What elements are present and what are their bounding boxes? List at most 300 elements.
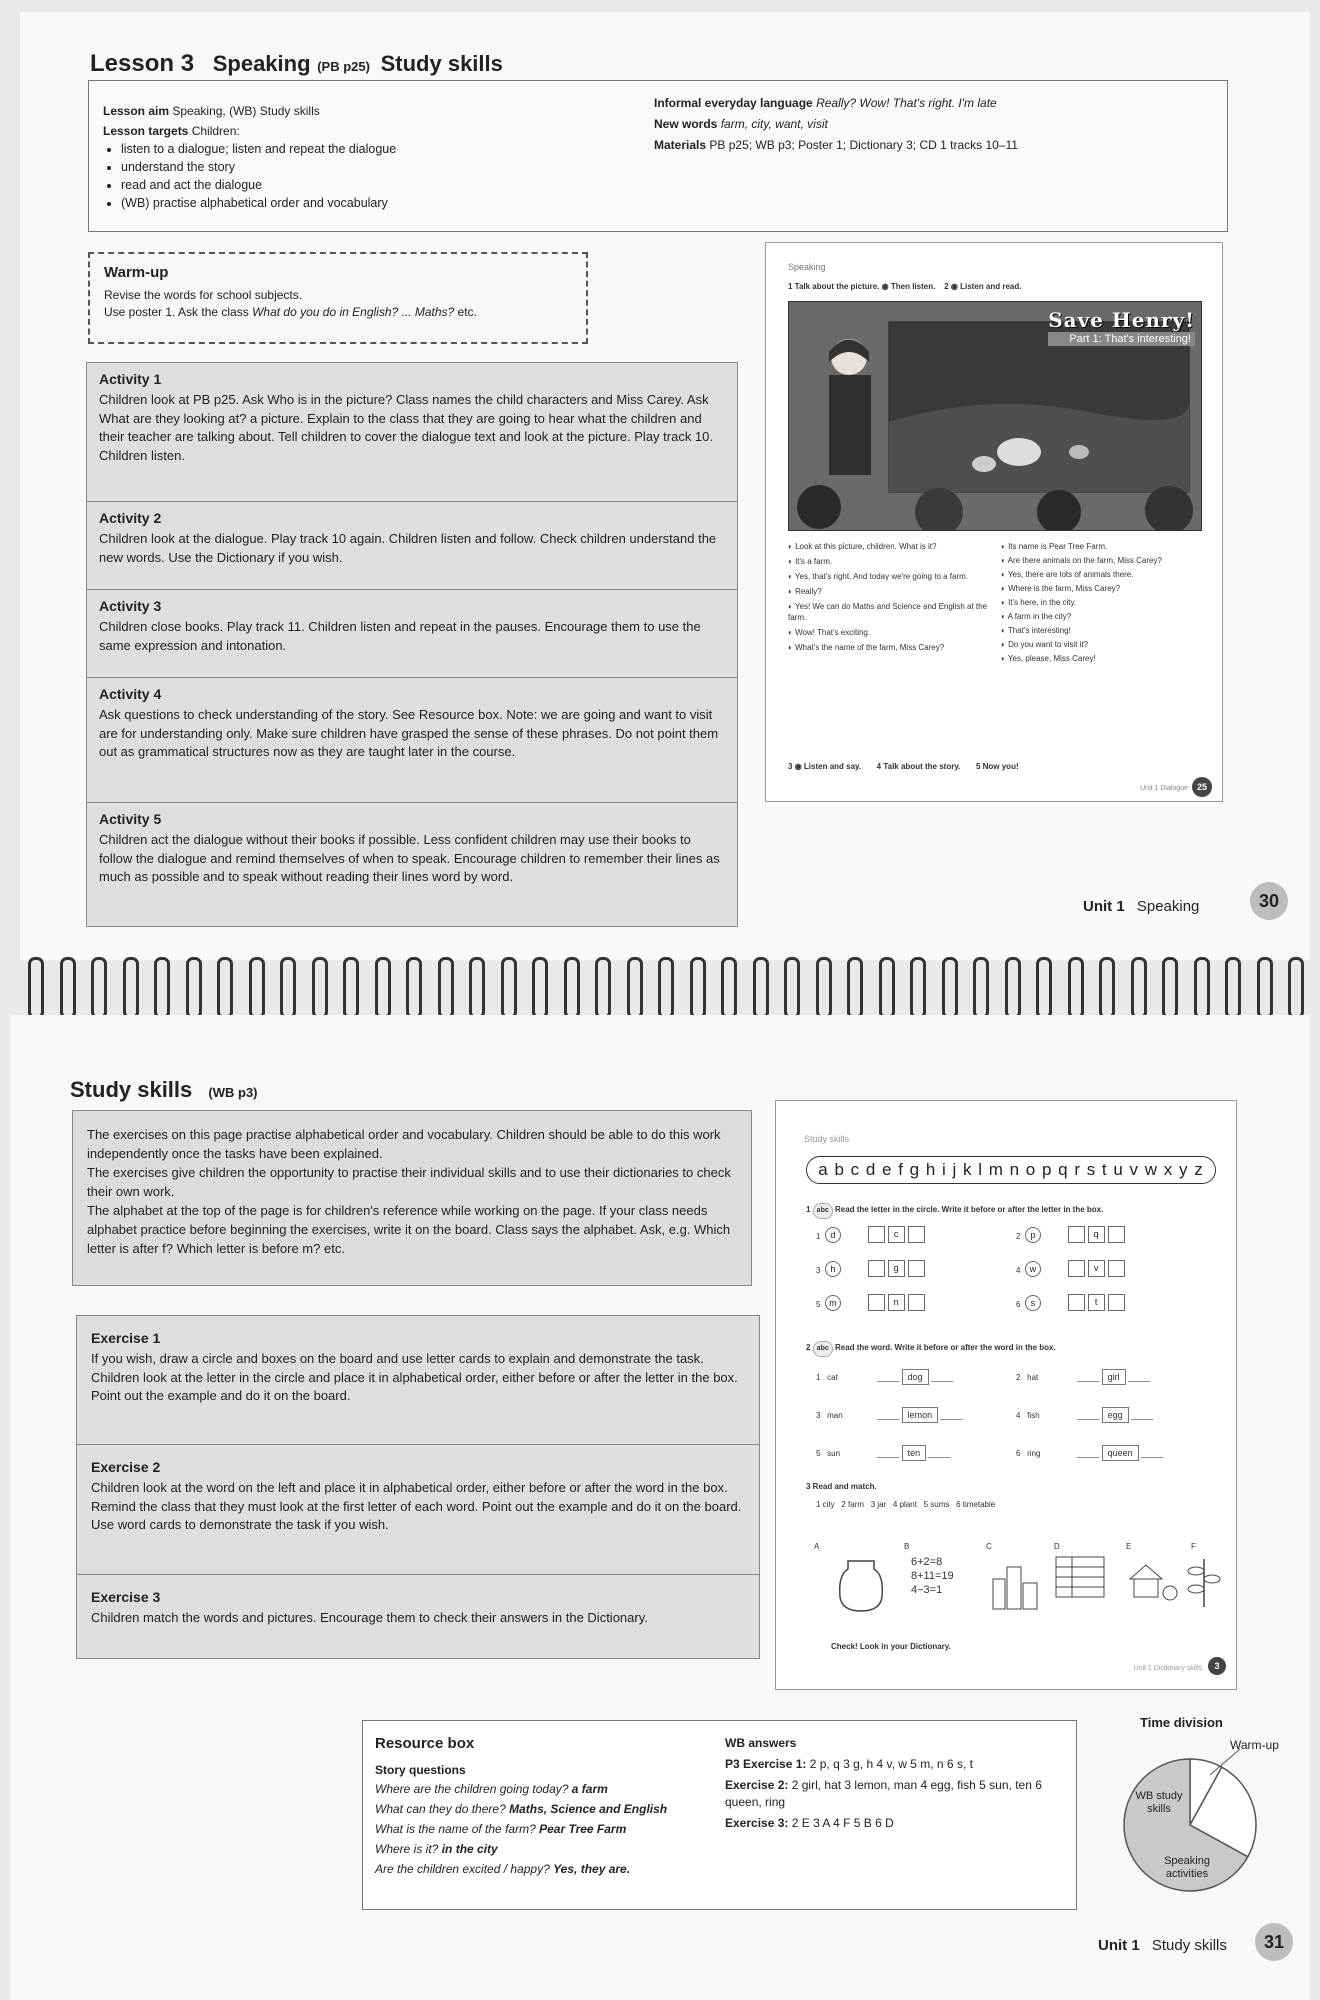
spiral-ring: [312, 957, 328, 1019]
spiral-ring: [280, 957, 296, 1019]
spiral-ring: [753, 957, 769, 1019]
bottom-footer: [1098, 1937, 1227, 1954]
dialogue-line: [1001, 639, 1201, 650]
wb-answer-label: Exercise 3:: [725, 1816, 789, 1830]
abc-icon: abc: [813, 1203, 833, 1219]
ex2-num: 4: [1016, 1411, 1021, 1420]
story-title: Save Henry!: [1048, 308, 1195, 332]
ex3-word: 4 plant: [892, 1500, 917, 1509]
activity-box: [86, 590, 738, 678]
exercise-title: Exercise 1: [91, 1330, 161, 1346]
ex2-row: 2 hat _____ girl _____: [1016, 1369, 1226, 1385]
exercise-title: Exercise 3: [91, 1589, 161, 1605]
spiral-ring: [1099, 957, 1115, 1019]
spiral-ring: [469, 957, 485, 1019]
ex1-blank: [908, 1260, 925, 1277]
dialogue-text: Yes! We can do Maths and Science and English at the farm.: [788, 602, 988, 622]
exercise-title: Exercise 2: [91, 1459, 161, 1475]
ex1-blank: [868, 1226, 885, 1243]
speaker-icon: ◐: [1001, 556, 1008, 565]
story-question: [375, 1839, 715, 1859]
wb-answer: [725, 1756, 1070, 1773]
spiral-ring: [217, 957, 233, 1019]
exercise-box: [76, 1315, 760, 1445]
story-question: [375, 1819, 715, 1839]
ex1-row: [1016, 1294, 1128, 1312]
wb-answers-title: WB answers: [725, 1736, 797, 1750]
speaker-icon: ◐: [788, 587, 796, 596]
aims-right: [654, 93, 1214, 156]
warmup-line2c: etc.: [454, 305, 477, 319]
cd-icon: ◉: [950, 282, 958, 291]
pupil-book-thumbnail: [765, 242, 1223, 802]
speaker-icon: ◐: [1001, 598, 1009, 607]
lesson-heading: [90, 50, 503, 78]
wb-check-note: Check! Look in your Dictionary.: [831, 1642, 951, 1651]
study-skills-heading: [70, 1077, 258, 1103]
spiral-ring: [154, 957, 170, 1019]
answer-text: Maths, Science and English: [509, 1802, 668, 1816]
target-item: • (WB) practise alphabetical order and vocabulary: [121, 194, 623, 212]
activity-box: [86, 502, 738, 590]
wb-q1: 1 abc Read the letter in the circle. Write it before or after the letter in the box.: [806, 1203, 1226, 1219]
wb-q1-text: Read the letter in the circle. Write it before or after the letter in the box.: [834, 1205, 1104, 1214]
activity-title: Activity 2: [99, 510, 162, 526]
spiral-ring: [973, 957, 989, 1019]
warmup-line2a: Use poster 1. Ask the class: [104, 305, 253, 319]
wb-answer: [725, 1815, 1070, 1832]
question-text: Where is it?: [375, 1842, 439, 1856]
ex1-box-letter: t: [1088, 1294, 1105, 1311]
speaker-icon: ◐: [1001, 626, 1008, 635]
spiral-ring: [438, 957, 454, 1019]
spiral-ring: [406, 957, 422, 1019]
ex3-letter: B: [904, 1542, 910, 1551]
intro-box: [72, 1110, 752, 1286]
ex1-circle-letter: m: [825, 1295, 841, 1311]
dialogue-text: Where is the farm, Miss Carey?: [1008, 584, 1121, 593]
speaker-icon: ◐: [788, 572, 795, 581]
warmup-title: Warm-up: [104, 264, 169, 281]
dialogue-line: [788, 627, 988, 638]
wb-answer: [725, 1777, 1070, 1811]
spiral-ring: [658, 957, 674, 1019]
ex2-word: ring: [1027, 1449, 1041, 1458]
wb-foot-unit: Unit 1 Dictionary skills: [1133, 1665, 1202, 1672]
ex3-letter: A: [814, 1542, 820, 1551]
ex3-letter: C: [986, 1542, 992, 1551]
activity-text: Ask questions to check understanding of the story. See Resource box. Note: we are going and want to visit are for understanding only. Make sure children have grasped the sense of these phrases. Do not point them out as grammatical structures now as they are taught later in the course.: [99, 707, 719, 759]
spiral-ring: [1194, 957, 1210, 1019]
dialogue-text: Yes, that's right. And today we're going to a farm.: [794, 572, 969, 581]
wb-page-number: 3: [1208, 1657, 1226, 1675]
ex1-num: 6: [1016, 1300, 1021, 1309]
warmup-line2b: What do you do in English? ... Maths?: [252, 305, 455, 319]
spiral-ring: [186, 957, 202, 1019]
pb-foot1b: Listen and say.: [803, 762, 862, 771]
abc-icon: abc: [813, 1341, 833, 1357]
informal-label: Informal everyday language: [654, 96, 813, 110]
activity-text: Children look at the dialogue. Play track 10 again. Children listen and follow. Check children understand the new words. Use the Dictionary if you wish.: [99, 531, 717, 565]
activity-title: Activity 1: [99, 371, 162, 387]
page-number: 30: [1250, 882, 1288, 920]
dialogue-text: What's the name of the farm, Miss Carey?: [795, 643, 945, 652]
plant-icon: [1186, 1549, 1222, 1609]
ex1-box-letter: c: [888, 1226, 905, 1243]
dialogue-text: Yes, please, Miss Carey!: [1007, 654, 1096, 663]
dialogue-text: Yes, there are lots of animals there.: [1007, 570, 1134, 579]
spiral-ring: [1225, 957, 1241, 1019]
speaker-icon: ◐: [788, 542, 796, 551]
top-page: [20, 12, 1310, 960]
spiral-ring: [595, 957, 611, 1019]
story-question: [375, 1799, 715, 1819]
ex2-left: [816, 1369, 1016, 1461]
pb-foot3: 5 Now you!: [975, 762, 1019, 771]
ex1-num: 1: [816, 1232, 821, 1241]
spiral-ring: [501, 957, 517, 1019]
ex2-num: 3: [816, 1411, 821, 1420]
dialogue-line: [1001, 653, 1201, 664]
activity-title: Activity 4: [99, 686, 162, 702]
spiral-ring: [1068, 957, 1084, 1019]
ex1-blank: [1068, 1226, 1085, 1243]
wb-answer-label: Exercise 2:: [725, 1778, 789, 1792]
story-subtitle: Part 1: That's interesting!: [1048, 332, 1195, 346]
ex1-left: [816, 1226, 928, 1312]
lesson-subtitle-2: Study skills: [380, 51, 503, 76]
ex1-blank: [1068, 1294, 1085, 1311]
dialogue-text: Really?: [795, 587, 822, 596]
ex1-row: [1016, 1226, 1128, 1244]
ex3-letter: D: [1054, 1542, 1060, 1551]
sums-picture: [911, 1555, 954, 1597]
ex3-letter: E: [1126, 1542, 1132, 1551]
bottom-page: [10, 1015, 1310, 2000]
wb-section: Study skills: [804, 1134, 850, 1144]
target-item: • read and act the dialogue: [121, 176, 623, 194]
ex3-word: 2 farm: [841, 1500, 865, 1509]
lesson-title: Lesson 3: [90, 50, 195, 77]
wb-answer-text: 2 E 3 A 4 F 5 B 6 D: [791, 1816, 894, 1830]
pb-instructions: [788, 281, 1021, 292]
ex1-right: [1016, 1226, 1128, 1312]
footer-section: Study skills: [1151, 1937, 1227, 1954]
activity-text: Children look at PB p25. Ask Who is in the picture? Class names the child characters and Miss Carey. Ask What are they looking at? a picture. Explain to the class that they are going to hear what the children and their teacher are talking about. Tell children to cover the dialogue text and look at the picture. Play track 10. Children listen.: [99, 392, 714, 463]
dialogue-text: Wow! That's exciting.: [795, 628, 871, 637]
pie-label-speaking: Speaking activities: [1164, 1855, 1210, 1880]
spiral-ring: [847, 957, 863, 1019]
activity-box: [86, 362, 738, 502]
dialogue-line: [1001, 541, 1201, 552]
ex1-circle-letter: d: [825, 1227, 841, 1243]
footer-unit: Unit 1: [1098, 1937, 1140, 1954]
activity-text: Children close books. Play track 11. Children listen and repeat in the pauses. Encourage them to use the same expression and intonation.: [99, 619, 701, 653]
timetable-icon: [1054, 1553, 1109, 1603]
ex2-box-word: ten: [902, 1445, 927, 1461]
ex3-word: 1 city: [816, 1500, 835, 1509]
wb-answer-text: 2 p, q 3 g, h 4 v, w 5 m, n 6 s, t: [809, 1757, 973, 1771]
pie-label-warmup: Warm-up: [1230, 1738, 1279, 1752]
dialogue-line: [788, 541, 988, 552]
ex2-num: 6: [1016, 1449, 1021, 1458]
pb-foot-unit: Unit 1 Dialogue: [1140, 785, 1188, 792]
spiral-ring: [1257, 957, 1273, 1019]
intro-paragraph: The exercises on this page practise alphabetical order and vocabulary. Children should be able to do this work independently once the tasks have been explained.: [87, 1127, 721, 1161]
activity-box: [86, 803, 738, 927]
spiral-ring: [343, 957, 359, 1019]
ex1-num: 4: [1016, 1266, 1021, 1275]
ex2-word: sun: [827, 1449, 841, 1458]
ex3-words: [816, 1499, 1226, 1510]
speaker-icon: ◐: [1001, 584, 1009, 593]
speaker-icon: ◐: [1001, 570, 1008, 579]
resource-title: Resource box: [375, 1735, 475, 1752]
informal-text: Really? Wow! That's right. I'm late: [816, 96, 997, 110]
question-text: What is the name of the farm?: [375, 1822, 536, 1836]
ex1-blank: [1108, 1226, 1125, 1243]
ex2-word: hat: [1027, 1373, 1039, 1382]
spiral-ring: [1162, 957, 1178, 1019]
cd-icon: ◉: [881, 282, 889, 291]
wb-q2-text: Read the word. Write it before or after the word in the box.: [834, 1343, 1056, 1352]
ex2-row: 4 fish _____ egg _____: [1016, 1407, 1226, 1423]
dialogue-text: Look at this picture, children. What is it?: [795, 542, 937, 551]
sum-line: 4−3=1: [911, 1584, 943, 1596]
cd-icon: ◉: [794, 762, 802, 771]
ex2-num: 2: [1016, 1373, 1021, 1382]
speaker-icon: ◐: [788, 628, 796, 637]
lesson-aims-box: [88, 80, 1228, 232]
spiral-ring: [784, 957, 800, 1019]
ex1-circle-letter: s: [1025, 1295, 1041, 1311]
dialogue-right: [1001, 541, 1201, 667]
wb-q3: 3 Read and match.: [806, 1482, 877, 1491]
ex1-row: [816, 1294, 928, 1312]
ex1-blank: [868, 1294, 885, 1311]
spiral-ring: [532, 957, 548, 1019]
targets-text: Children:: [191, 124, 240, 138]
dialogue-line: [1001, 569, 1201, 580]
pb-section: Speaking: [788, 262, 826, 272]
spiral-ring: [627, 957, 643, 1019]
pb-instr2: 2: [944, 282, 949, 291]
ex3-pictures: [806, 1541, 1216, 1621]
activity-text: Children act the dialogue without their books if possible. Less confident children may use their books to follow the dialogue and remind themselves of when to speak. Encourage children to remember their lines as much as possible and to speak without reading their lines word by word.: [99, 832, 720, 884]
activity-title: Activity 5: [99, 811, 162, 827]
lesson-ref: (PB p25): [317, 59, 370, 74]
spiral-ring: [816, 957, 832, 1019]
speaker-icon: ◐: [1001, 542, 1009, 551]
ex1-row: [816, 1226, 928, 1244]
page-number: 31: [1255, 1923, 1293, 1961]
workbook-thumbnail: [775, 1100, 1237, 1690]
materials-label: Materials: [654, 138, 707, 152]
spiral-ring: [564, 957, 580, 1019]
ex1-row: [1016, 1260, 1128, 1278]
ex1-box-letter: g: [888, 1260, 905, 1277]
answer-text: Yes, they are.: [553, 1862, 631, 1876]
exercises-list: [76, 1315, 760, 1659]
aims-left: [103, 103, 623, 212]
dialogue-line: [788, 571, 988, 582]
answer-text: Pear Tree Farm: [539, 1822, 627, 1836]
study-skills-title: Study skills: [70, 1077, 193, 1102]
dialogue-line: [1001, 625, 1201, 636]
spiral-ring: [1288, 957, 1304, 1019]
study-skills-ref: (WB p3): [208, 1085, 258, 1100]
dialogue-line: [1001, 597, 1201, 608]
spiral-ring: [1036, 957, 1052, 1019]
farm-icon: [1126, 1555, 1181, 1605]
aim-label: Lesson aim: [103, 104, 170, 118]
dialogue-text: It's a farm.: [795, 557, 833, 566]
speaker-icon: ◐: [788, 643, 796, 652]
resource-box: [362, 1720, 1077, 1910]
ex1-blank: [1108, 1294, 1125, 1311]
ex2-word: fish: [1027, 1411, 1040, 1420]
spiral-ring: [91, 957, 107, 1019]
intro-paragraph: The exercises give children the opportunity to practise their individual skills and to use their dictionaries to check their own work.: [87, 1165, 731, 1199]
spiral-ring: [60, 957, 76, 1019]
pb-page-number: 25: [1192, 777, 1212, 797]
ex2-row: 3 man _____ lemon _____: [816, 1407, 1016, 1423]
target-item: • understand the story: [121, 158, 623, 176]
materials-text: PB p25; WB p3; Poster 1; Dictionary 3; CD 1 tracks 10–11: [709, 138, 1018, 152]
dialogue-left: [788, 541, 988, 657]
ex2-row: 6 ring _____ queen _____: [1016, 1445, 1226, 1461]
ex1-circle-letter: w: [1025, 1261, 1041, 1277]
speaker-icon: ◐: [1001, 640, 1009, 649]
city-icon: [991, 1561, 1041, 1611]
spiral-ring: [28, 957, 44, 1019]
spiral-ring: [910, 957, 926, 1019]
activities-list: [86, 362, 738, 927]
ex1-box-letter: q: [1088, 1226, 1105, 1243]
ex1-blank: [1108, 1260, 1125, 1277]
ex3-word: 3 jar: [870, 1500, 887, 1509]
warmup-line2: [104, 304, 572, 321]
dialogue-text: Its name is Pear Tree Farm.: [1008, 542, 1108, 551]
footer-unit: Unit 1: [1083, 898, 1125, 915]
ex2-box-word: girl: [1102, 1369, 1126, 1385]
dialogue-line: [1001, 583, 1201, 594]
activity-box: [86, 678, 738, 803]
question-text: Are the children excited / happy?: [375, 1862, 550, 1876]
resource-left: [375, 1735, 715, 1879]
pb-foot1: 3: [788, 762, 793, 771]
answer-text: a farm: [571, 1782, 608, 1796]
dialogue-line: [788, 601, 988, 623]
newwords-text: farm, city, want, visit: [720, 117, 828, 131]
ex2-right: [1016, 1369, 1226, 1461]
newwords-label: New words: [654, 117, 718, 131]
dialogue-text: It's here, in the city.: [1008, 598, 1077, 607]
resource-right: [725, 1735, 1070, 1832]
spiral-ring: [721, 957, 737, 1019]
ex2-box-word: egg: [1102, 1407, 1129, 1423]
ex3-word: 5 sums: [923, 1500, 950, 1509]
jar-icon: [836, 1553, 886, 1613]
ex1-blank: [908, 1294, 925, 1311]
wb-q2: 2 abc Read the word. Write it before or after the word in the box.: [806, 1341, 1226, 1357]
ex1-num: 5: [816, 1300, 821, 1309]
exercise-text: Children look at the word on the left and place it in alphabetical order, either before or after the word in the box. Remind the class that they must look at the first letter of each word. Point out the example and do it on the board. Use word cards to demonstrate the task if you wish.: [91, 1480, 742, 1532]
dialogue-line: [1001, 555, 1201, 566]
ex2-row: 5 sun _____ ten _____: [816, 1445, 1016, 1461]
story-question: [375, 1859, 715, 1879]
spiral-ring: [879, 957, 895, 1019]
activity-title: Activity 3: [99, 598, 162, 614]
pie-label-wb: WB study skills: [1135, 1790, 1183, 1815]
ex2-num: 1: [816, 1373, 821, 1382]
aim-text: Speaking, (WB) Study skills: [172, 104, 320, 118]
ex2-word: cat: [827, 1373, 838, 1382]
ex2-num: 5: [816, 1449, 821, 1458]
question-text: Where are the children going today?: [375, 1782, 569, 1796]
story-illustration: [788, 301, 1202, 531]
dialogue-text: Do you want to visit it?: [1008, 640, 1089, 649]
speaker-icon: ◐: [788, 602, 795, 611]
ex3-word: 6 timetable: [956, 1500, 996, 1509]
spiral-ring: [1131, 957, 1147, 1019]
dialogue-line: [788, 586, 988, 597]
dialogue-text: That's interesting!: [1007, 626, 1071, 635]
pb-instr1b: Then listen.: [890, 282, 936, 291]
footer-section: Speaking: [1136, 898, 1200, 915]
ex1-blank: [1068, 1260, 1085, 1277]
warmup-line1: Revise the words for school subjects.: [104, 288, 303, 302]
alphabet-strip: a b c d e f g h i j k l m n o p q r s t u v w x y z: [806, 1156, 1216, 1184]
ex2-box-word: dog: [902, 1369, 929, 1385]
story-question: [375, 1779, 715, 1799]
pb-footer-instructions: [788, 761, 1208, 772]
ex1-box-letter: v: [1088, 1260, 1105, 1277]
sum-line: 8+11=19: [911, 1570, 954, 1582]
dialogue-line: [1001, 611, 1201, 622]
pb-instr2b: Listen and read.: [960, 282, 1022, 291]
dialogue-text: Are there animals on the farm, Miss Carey?: [1007, 556, 1162, 565]
story-title-block: [1048, 308, 1195, 346]
ex2-row: 1 cat _____ dog _____: [816, 1369, 1016, 1385]
ex1-row: [816, 1260, 928, 1278]
exercise-box: [76, 1575, 760, 1659]
answer-text: in the city: [441, 1842, 498, 1856]
lesson-subtitle: Speaking: [212, 51, 311, 76]
exercise-text: If you wish, draw a circle and boxes on the board and use letter cards to explain and demonstrate the task. Children look at the letter in the circle and place it in alphabetical order, either before or after the letter in the box. Point out the example and do it on the board.: [91, 1351, 738, 1403]
ex2-box-word: lemon: [902, 1407, 939, 1423]
targets-list: [121, 140, 623, 212]
ex3-letter: F: [1191, 1542, 1196, 1551]
ex2-box-word: queen: [1102, 1445, 1139, 1461]
pb-instr1: 1 Talk about the picture.: [788, 282, 880, 291]
sum-line: 6+2=8: [911, 1556, 943, 1568]
exercise-text: Children match the words and pictures. Encourage them to check their answers in the Dictionary.: [91, 1610, 648, 1625]
warmup-box: [88, 252, 588, 344]
spiral-ring: [123, 957, 139, 1019]
dialogue-text: A farm in the city?: [1007, 612, 1072, 621]
pb-foot2: 4 Talk about the story.: [876, 762, 961, 771]
time-division-title: Time division: [1140, 1715, 1223, 1730]
ex1-blank: [908, 1226, 925, 1243]
story-questions-title: Story questions: [375, 1763, 466, 1777]
speaker-icon: ◐: [1001, 654, 1008, 663]
spiral-ring: [249, 957, 265, 1019]
dialogue-line: [788, 556, 988, 567]
spiral-ring: [375, 957, 391, 1019]
spiral-ring: [690, 957, 706, 1019]
spiral-ring: [1005, 957, 1021, 1019]
